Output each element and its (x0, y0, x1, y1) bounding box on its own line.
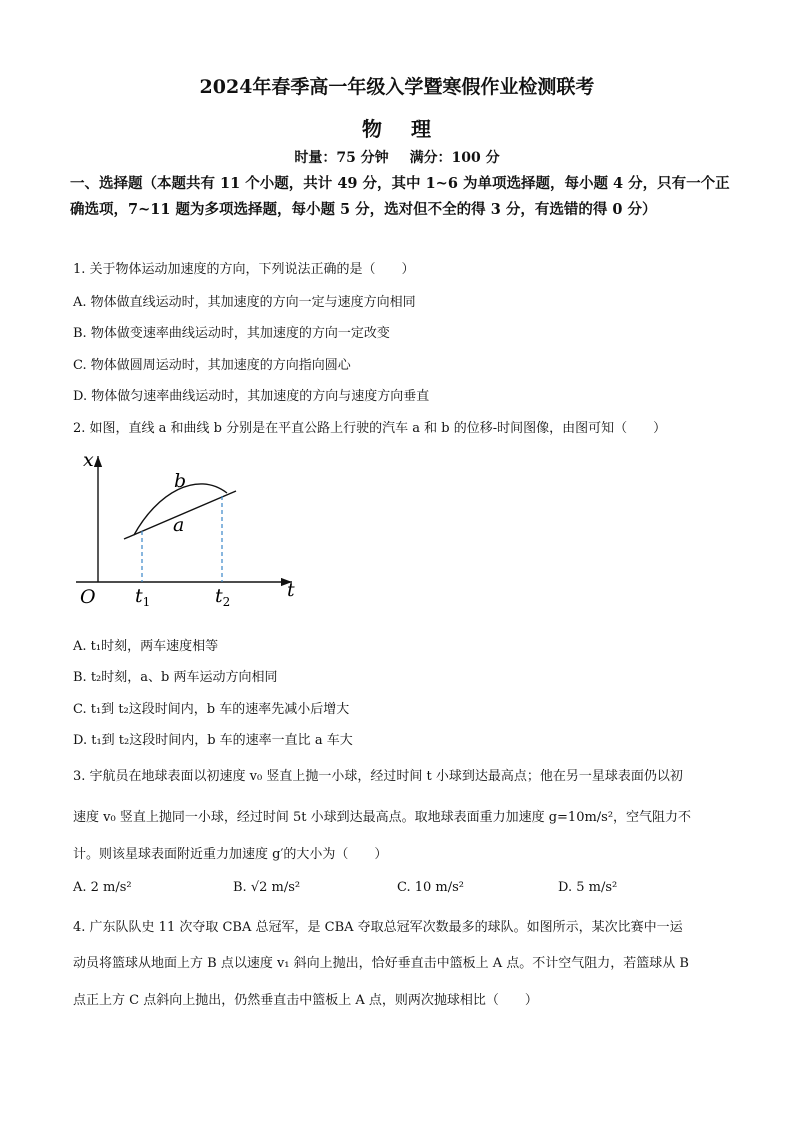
y-axis-label: x (83, 449, 94, 471)
t2-label: $t_2$ (215, 585, 231, 609)
xt-graph (72, 448, 302, 613)
q3-option-b: B. √2 m/s² (233, 880, 301, 895)
time-limit: 时量：75 分钟 (294, 150, 389, 166)
subject-char-2: 理 (411, 117, 432, 141)
q3-option-c: C. 10 m/s² (397, 880, 465, 895)
q3-line-2: 速度 v₀ 竖直上抛同一小球，经过时间 5t 小球到达最高点。取地球表面重力加速度 g=10m/s²，空气阻力不 (73, 810, 692, 825)
q3-line-1: 3. 宇航员在地球表面以初速度 v₀ 竖直上抛一小球，经过时间 t 小球到达最高点；他在另一星球表面仍以初 (73, 769, 683, 784)
q2-option-d: D. t₁到 t₂这段时间内，b 车的速率一直比 a 车大 (73, 733, 353, 748)
subject-char-1: 物 (362, 117, 383, 141)
x-axis-label: t (287, 579, 295, 601)
subject-heading (0, 113, 794, 142)
q4-line-3: 点正上方 C 点斜向上抛出，仍然垂直击中篮板上 A 点，则两次抛球相比（ ） (73, 993, 538, 1008)
q3-option-a: A. 2 m/s² (73, 880, 132, 895)
q1-option-d: D. 物体做匀速率曲线运动时，其加速度的方向与速度方向垂直 (73, 389, 430, 404)
q1-stem: 1. 关于物体运动加速度的方向，下列说法正确的是（ ） (73, 262, 415, 277)
q1-option-b: B. 物体做变速率曲线运动时，其加速度的方向一定改变 (73, 326, 390, 341)
exam-title: 2024年春季高一年级入学暨寒假作业检测联考 (199, 76, 595, 98)
section-heading: 一、选择题（本题共有 11 个小题，共计 49 分，其中 1~6 为单项选择题，每小题 4 分，只有一个正确选项，7~11 题为多项选择题，每小题 5 分，选对但不全的得 3 分，有选错的得 0 分） (70, 175, 730, 218)
q4-line-1: 4. 广东队队史 11 次夺取 CBA 总冠军，是 CBA 夺取总冠军次数最多的球队。如图所示，某次比赛中一运 (73, 920, 683, 935)
q2-option-c: C. t₁到 t₂这段时间内，b 车的速率先减小后增大 (73, 702, 350, 717)
q2-stem: 2. 如图，直线 a 和曲线 b 分别是在平直公路上行驶的汽车 a 和 b 的位移-时间图像，由图可知（ ） (73, 421, 667, 436)
q2-option-b: B. t₂时刻，a、b 两车运动方向相同 (73, 670, 278, 685)
exam-info (0, 147, 794, 167)
origin-label: O (80, 586, 96, 608)
q1-option-c: C. 物体做圆周运动时，其加速度的方向指向圆心 (73, 358, 351, 373)
q3-line-3: 计。则该星球表面附近重力加速度 g′的大小为（ ） (73, 847, 388, 862)
q4-line-2: 动员将篮球从地面上方 B 点以速度 v₁ 斜向上抛出，恰好垂直击中篮板上 A 点。不计空气阻力，若篮球从 B (73, 956, 689, 971)
full-score: 满分：100 分 (409, 150, 500, 166)
t1-label: $t_1$ (135, 585, 151, 609)
q3-option-d: D. 5 m/s² (558, 880, 618, 895)
q2-option-a: A. t₁时刻，两车速度相等 (73, 639, 219, 654)
line-a-label: a (173, 514, 185, 536)
curve-b-label: b (174, 470, 187, 492)
q1-option-a: A. 物体做直线运动时，其加速度的方向一定与速度方向相同 (73, 295, 416, 310)
